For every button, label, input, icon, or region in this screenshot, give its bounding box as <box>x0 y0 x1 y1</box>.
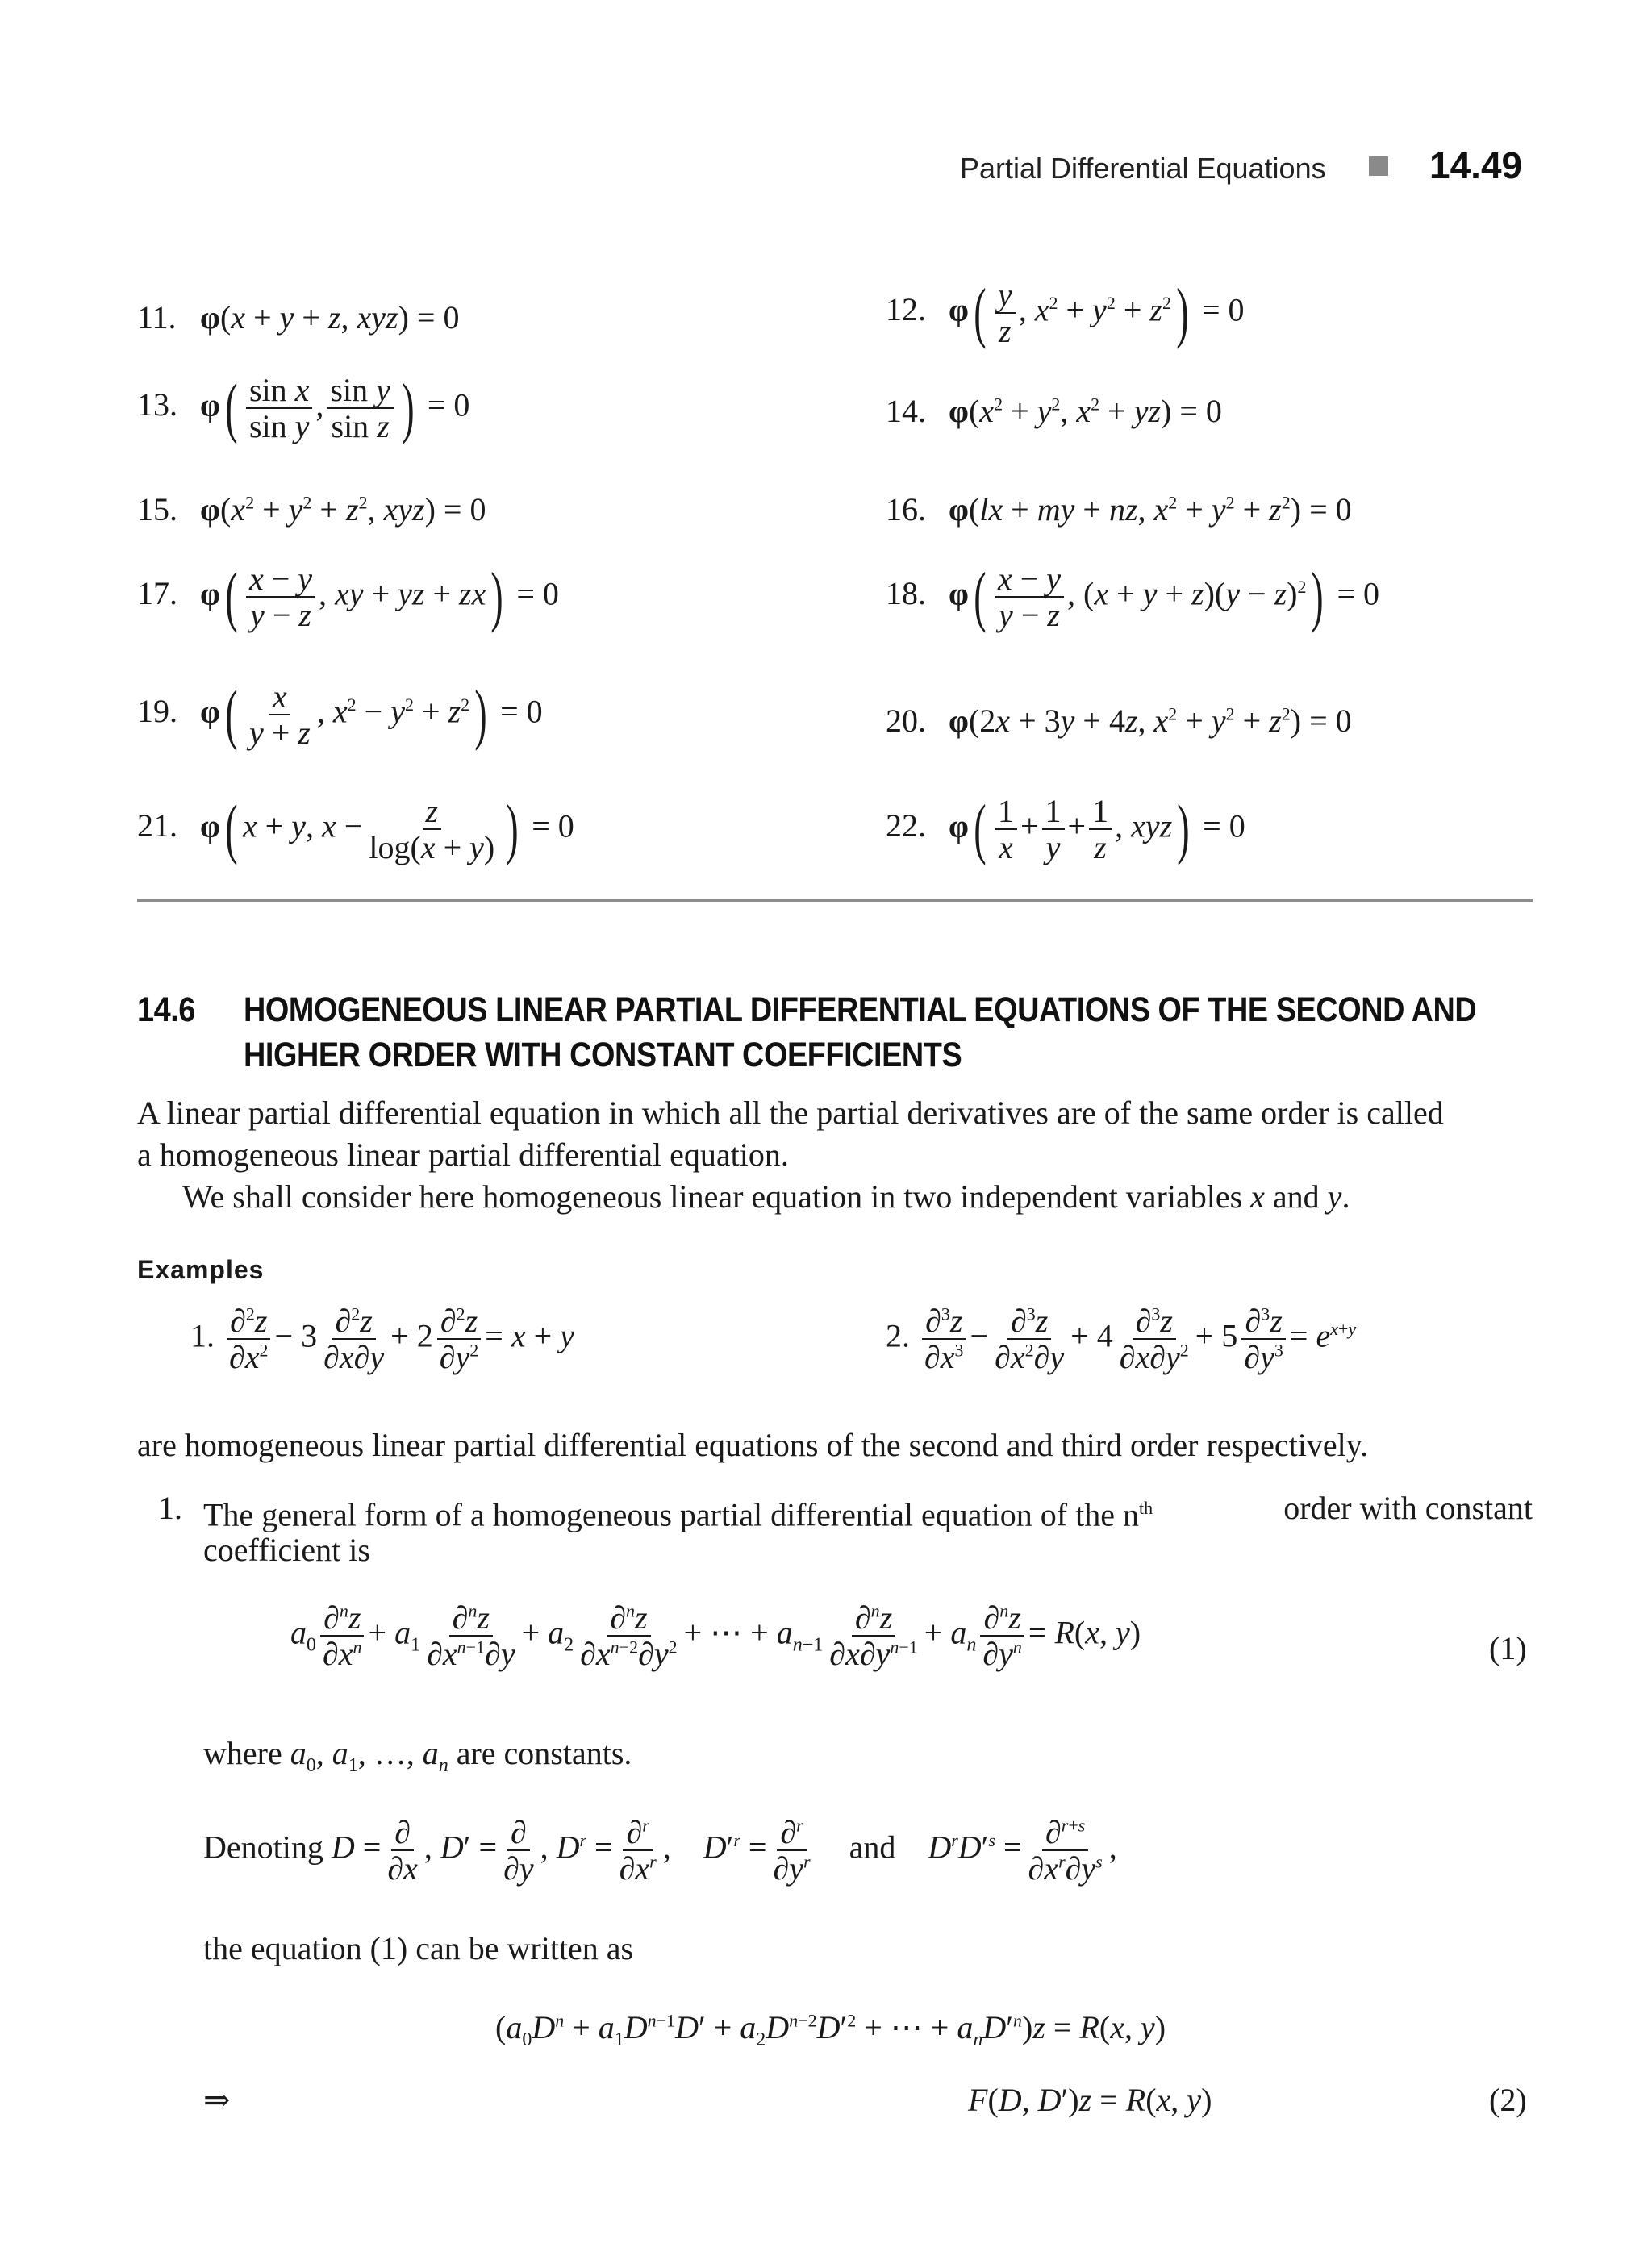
answer-17: 17. φ( $\frac{x - y}{y - z}$ , xy + yz + zx) = 0 <box>137 559 559 635</box>
answer-12: 12. φ( $\frac{y}{z}$ , $x^2 + y^2 + z^2) = 0$ <box>886 275 1245 351</box>
section-divider <box>137 899 1533 902</box>
item-1-number: 1. <box>158 1490 182 1526</box>
item-1-line1: The general form of a homogeneous partial differential equation of the $n^{th}$ order with constant <box>203 1490 1533 1533</box>
implies-symbol: ⇒ <box>203 2082 231 2118</box>
operator-form-equation: ($a_0D^n + a_1D^{n-1}D' + a_2D^{n-2}D'^2$ + ⋯ + $a_nD'^n)z = R(x$, y) <box>495 2009 1166 2050</box>
answer-16: 16. φ(lx + my + nz, $x^2 + y^2 + z^2) = 0$ <box>886 491 1352 528</box>
page-number: 14.49 <box>1429 144 1523 186</box>
answer-19: 19. φ( $\frac{x}{y + z}$ , $x^2 - y^2 + z^2) = 0$ <box>137 677 543 753</box>
section-number: 14.6 <box>137 990 195 1029</box>
example-2-equation: 2. $\frac{\partial^3z}{\partial x^3}$ − $\frac{\partial^3z}{\partial x^2\partial y}$ + 4 $\frac{\partial^3z}{\partial x\partial y^2}$ + 5 $\frac{\partial^3z}{\partial y^3}$ = $e^{x+y}$ <box>886 1303 1357 1376</box>
answer-14: 14. $\varphi(x^2 + y^2$, $x^2 + yz) = 0$ <box>886 393 1222 429</box>
para-two-variables: We shall consider here homogeneous linear equation in two independent variables x and y. <box>182 1178 1350 1215</box>
denoting-operators: Denoting D = $\frac{\partial}{\partial x}$ , D′ = $\frac{\partial}{\partial y}$ , $D^r$ = $\frac{\partial^r}{\partial x^r}$ , $D'^r$ = $\frac{\partial^r}{\partial y^r}$ and $D^rD'^s$ = $\frac{\partial^{r+s}}{\partial x^r\partial y^s}$ , <box>203 1814 1117 1887</box>
answer-22: 22. φ( $\frac{1}{x}$ + $\frac{1}{y}$ + $\frac{1}{z}$ , xyz) = 0 <box>886 791 1245 867</box>
equation-2: F(D, D′)z = R(x, y) <box>968 2082 1212 2118</box>
examples-heading: Examples <box>137 1255 265 1284</box>
example-1-equation: 1. $\frac{\partial^2z}{\partial x^2}$ − 3 $\frac{\partial^2z}{\partial x\partial y}$ + 2 $\frac{\partial^2z}{\partial y^2}$ = x + y <box>190 1303 574 1376</box>
para-definition-line1: A linear partial differential equation in which all the partial derivatives are of the same order is called <box>137 1095 1444 1131</box>
header-square-icon <box>1369 156 1388 176</box>
answer-21: 21. φ( x + y, x − $\frac{z}{\log(x + y)}$ ) = 0 <box>137 791 574 867</box>
answer-18: 18. φ( $\frac{x - y}{y - z}$ , $(x + y + z)(y - z)^2) = 0$ <box>886 559 1380 635</box>
para-definition-line2: a homogeneous linear partial differential equation. <box>137 1136 789 1173</box>
written-as: the equation (1) can be written as <box>203 1930 634 1966</box>
equation-2-label: (2) <box>1489 2082 1527 2118</box>
section-title-line1: HOMOGENEOUS LINEAR PARTIAL DIFFERENTIAL EQUATIONS OF THE SECOND AND <box>244 990 1477 1029</box>
answer-13: 13. φ( $\frac{\text{sin x}}{\text{sin y}}$ , $\frac{\text{sin y}}{\text{sin z}}$ ) = 0 <box>137 370 470 446</box>
answer-15: 15. $\varphi(x^2 + y^2 + z^2$, xyz) = 0 <box>137 491 486 528</box>
running-title: Partial Differential Equations <box>960 152 1326 185</box>
item-1-line2: coefficient is <box>203 1532 370 1568</box>
section-title-line2: HIGHER ORDER WITH CONSTANT COEFFICIENTS <box>244 1036 962 1074</box>
where-constants: where $a_0$, $a_1$, …, $a_n$ are constants. <box>203 1735 632 1776</box>
answer-11: 11. φ(x + y + z, xyz) = 0 <box>137 299 460 336</box>
equation-1-label: (1) <box>1489 1630 1527 1666</box>
answer-20: 20. φ(2x + 3y + 4z, $x^2 + y^2 + z^2) = 0$ <box>886 703 1352 739</box>
para-after-examples: are homogeneous linear partial differential equations of the second and third order respectively. <box>137 1427 1369 1463</box>
equation-1: $a_0$ $\frac{\partial^nz}{\partial x^n}$ + $a_1$ $\frac{\partial^nz}{\partial x^{n-1}\partial y}$ + $a_2$ $\frac{\partial^nz}{\partial x^{n-2}\partial y^2}$ + ⋯ + $a_{n-1}$ $\frac{\partial^nz}{\partial x\partial y^{n-1}}$ + $a_n$ $\frac{\partial^nz}{\partial y^n}$ = R(x, y) <box>290 1599 1141 1673</box>
